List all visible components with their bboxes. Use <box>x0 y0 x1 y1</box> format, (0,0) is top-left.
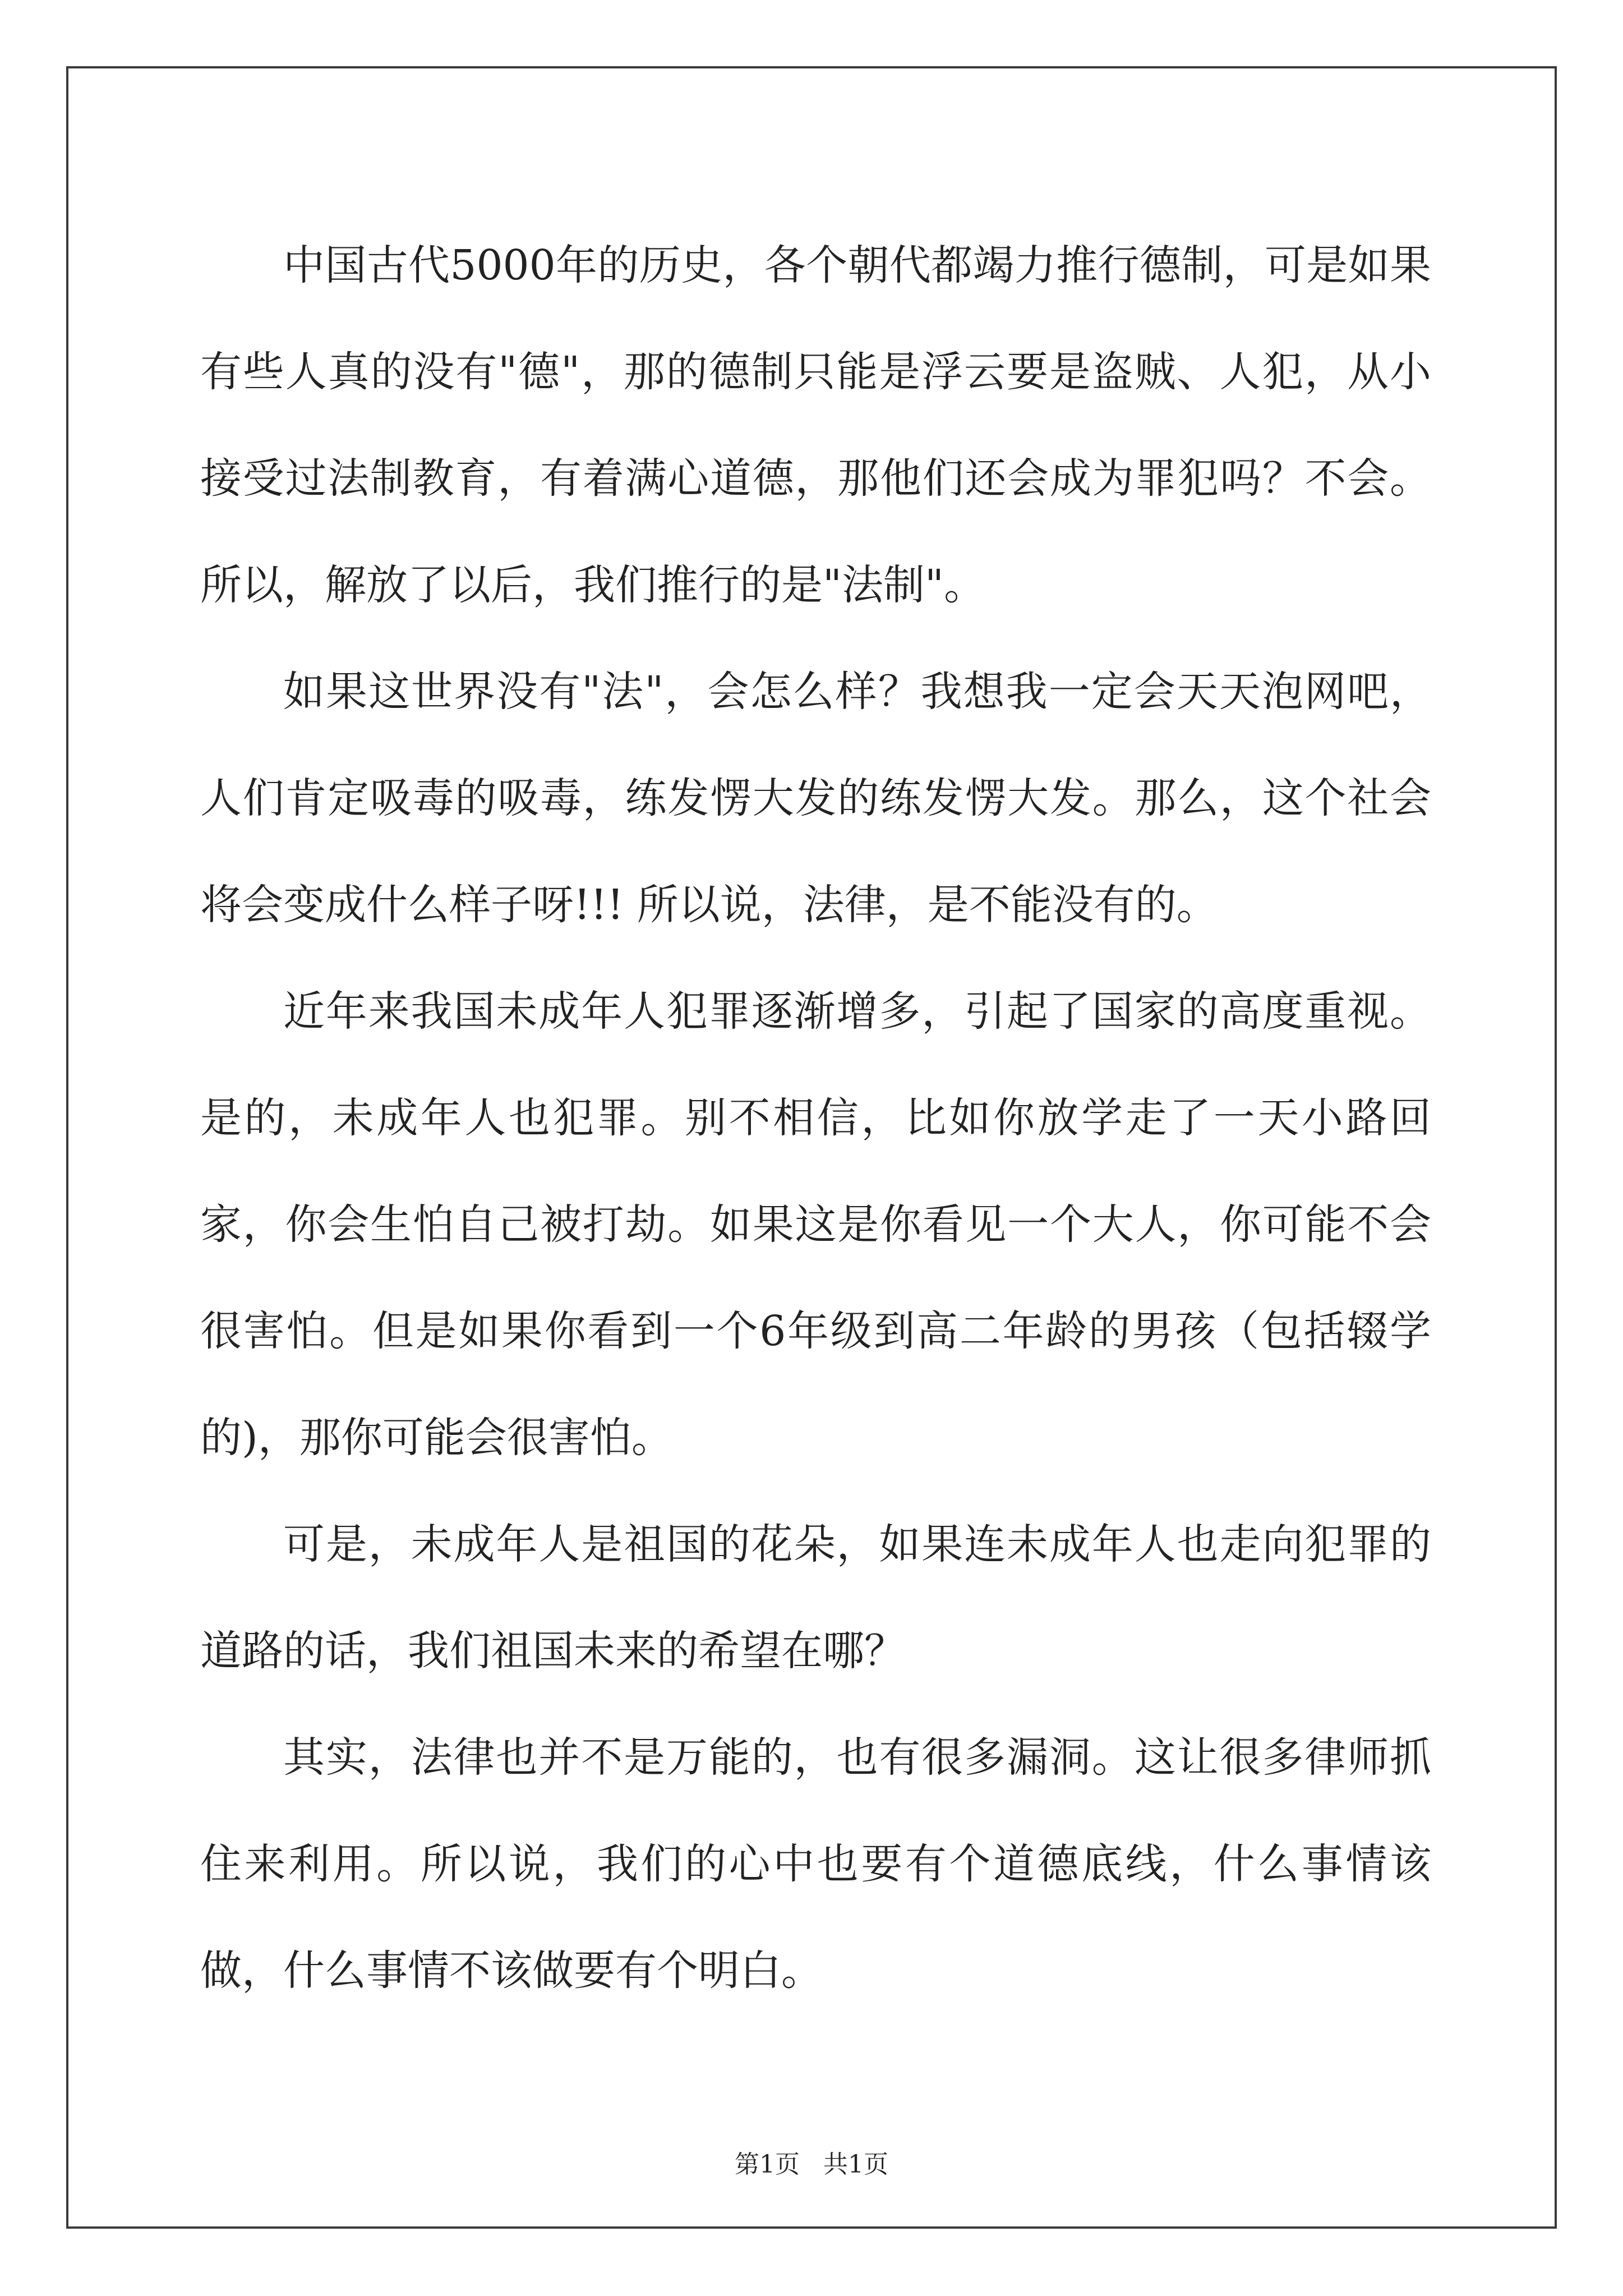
paragraph: 近年来我国未成年人犯罪逐渐增多，引起了国家的高度重视。是的，未成年人也犯罪。别不相信，比如你放学走了一天小路回家，你会生怕自己被打劫。如果这是你看见一个大人，你可能不会很害怕。但是如果你看到一个6年级到高二年龄的男孩（包括辍学的)，那你可能会很害怕。 <box>200 987 1431 1462</box>
paragraph: 如果这世界没有"法"，会怎么样？我想我一定会天天泡网吧，人们肯定吸毒的吸毒，练发愣大发的练发愣大发。那么，这个社会将会变成什么样子呀!!! 所以说，法律，是不能没有的。 <box>200 668 1431 929</box>
paragraph: 其实，法律也并不是万能的，也有很多漏洞。这让很多律师抓住来利用。所以说，我们的心中也要有个道德底线，什么事情该做，什么事情不该做要有个明白。 <box>200 1733 1431 1995</box>
paragraph: 中国古代5000年的历史，各个朝代都竭力推行德制，可是如果有些人真的没有"德"，那的德制只能是浮云要是盗贼、人犯，从小接受过法制教育，有着满心道德，那他们还会成为罪犯吗？不会。所以，解放了以后，我们推行的是"法制"。 <box>200 241 1431 609</box>
page-footer: 第1页 共1页 <box>735 2150 888 2179</box>
paragraph: 可是，未成年人是祖国的花朵，如果连未成年人也走向犯罪的道路的话，我们祖国未来的希望在哪？ <box>200 1520 1431 1675</box>
document-body <box>200 212 1431 2024</box>
